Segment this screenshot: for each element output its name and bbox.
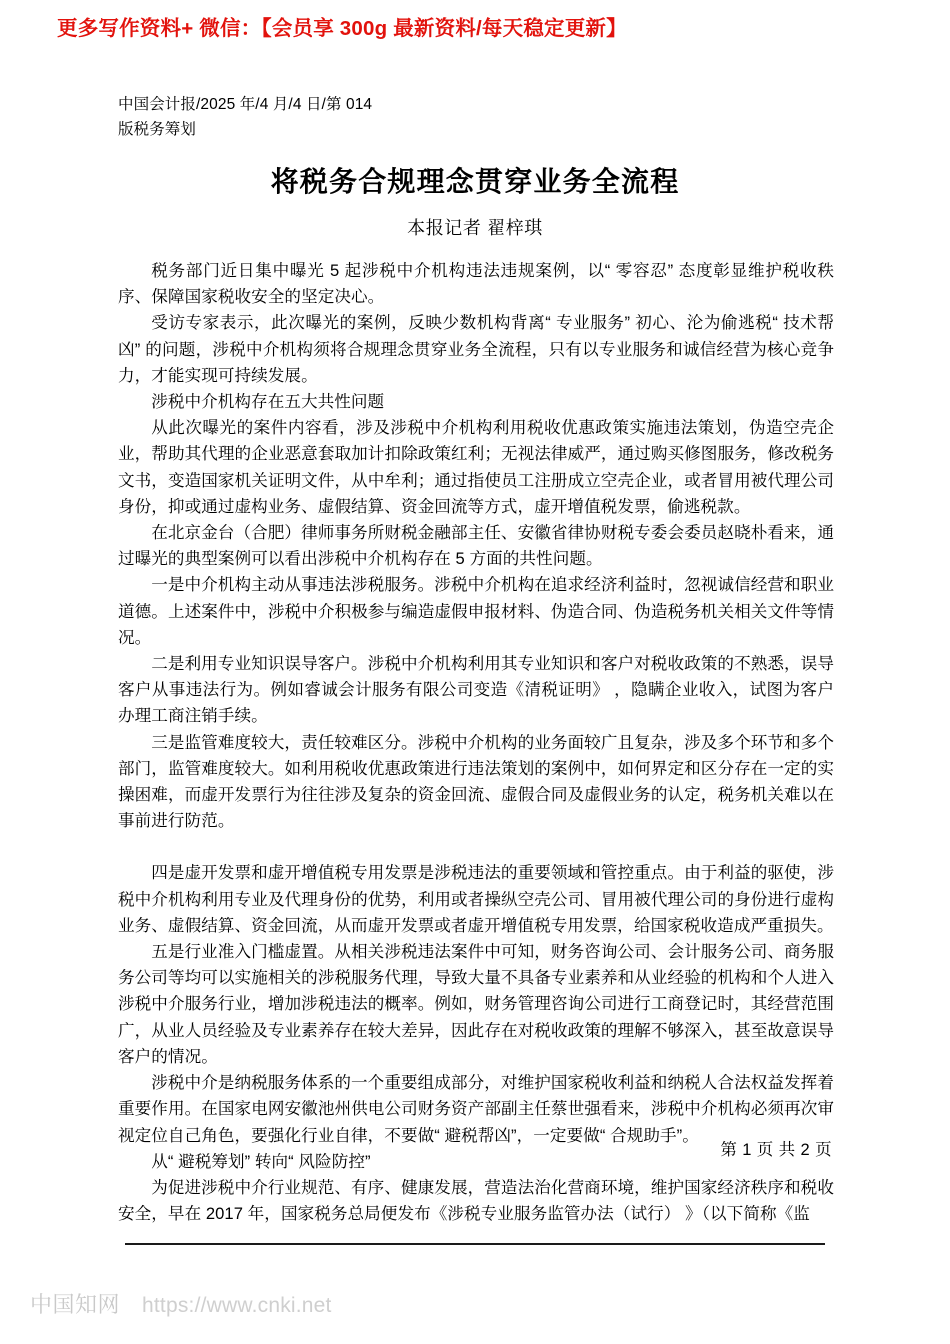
article-subheading: 从“ 避税筹划” 转向“ 风险防控” (151, 1151, 371, 1171)
article-paragraph: 受访专家表示，此次曝光的案例，反映少数机构背离“ 专业服务” 初心、沦为偷逃税“ 技术帮凶” 的问题，涉税中介机构须将合规理念贯穿业务全流程，只有以专业服务和诚信经营为核心竞争力，才能实现可持续发展。 (118, 313, 834, 385)
article-byline: 本报记者 翟梓琪 (407, 218, 543, 238)
article-headline: 将税务合规理念贯穿业务全流程 (270, 166, 680, 197)
masthead-line-1: 中国会计报/2025 年/4 月/4 日/第 014 (118, 96, 373, 113)
article-paragraph: 涉税中介是纳税服务体系的一个重要组成部分，对维护国家税收利益和纳税人合法权益发挥着重要作用。在国家电网安徽池州供电公司财务资产部副主任蔡世强看来，涉税中介机构必须再次审视定位自己角色，要强化行业自律，不要做“ 避税帮凶”，一定要做“ 合规助手”。 (118, 1073, 834, 1145)
article-paragraph: 五是行业准入门槛虚置。从相关涉税违法案件中可知，财务咨询公司、会计服务公司、商务服务公司等均可以实施相关的涉税服务代理，导致大量不具备专业素养和从业经验的机构和个人进入涉税中介服务行业，增加涉税违法的概率。例如，财务管理咨询公司进行工商登记时，其经营范围广，从业人员经验及专业素养存在较大差异，因此存在对税收政策的理解不够深入，甚至故意误导客户的情况。 (118, 942, 834, 1066)
article-paragraph: 二是利用专业知识误导客户。涉税中介机构利用其专业知识和客户对税收政策的不熟悉，误导客户从事违法行为。例如睿诚会计服务有限公司变造《清税证明》 ，隐瞒企业收入，试图为客户办理工商注销手续。 (118, 654, 834, 726)
cnki-watermark-url: https://www.cnki.net (142, 1294, 332, 1317)
article-paragraph: 三是监管难度较大，责任较难区分。涉税中介机构的业务面较广且复杂，涉及多个环节和多个部门，监管难度较大。如利用税收优惠政策进行违法策划的案例中，如何界定和区分存在一定的实操困难，而虚开发票行为往往涉及复杂的资金回流、虚假合同及虚假业务的认定，税务机关难以在事前进行防范。 (118, 732, 834, 831)
article-paragraph: 从此次曝光的案件内容看，涉及涉税中介机构利用税收优惠政策实施违法策划，伪造空壳企业，帮助其代理的企业恶意套取加计扣除政策红利；无视法律威严，通过购买修图服务，修改税务文书，变造国家机关证明文件，从中牟利；通过指使员工注册成立空壳企业，或者冒用被代理公司身份，抑或通过虚构业务、虚假结算、资金回流等方式，虚开增值税发票，偷逃税款。 (118, 418, 834, 516)
cnki-watermark (30, 1288, 332, 1319)
promo-banner: 更多写作资料+ 微信：【会员享 300g 最新资料/每天稳定更新】 (57, 17, 627, 40)
article-paragraph: 税务部门近日集中曝光 5 起涉税中介机构违法违规案例，以“ 零容忍” 态度彰显维护税收秩序、保障国家税收安全的坚定决心。 (118, 261, 834, 307)
article-paragraph: 为促进涉税中介行业规范、有序、健康发展，营造法治化营商环境，维护国家经济秩序和税收安全，早在 2017 年，国家税务总局便发布《涉税专业服务监管办法（试行） 》（以下简称《监 (118, 1177, 834, 1224)
cnki-watermark-name: 中国知网 (30, 1292, 121, 1317)
page-number: 第 1 页 共 2 页 (720, 1141, 832, 1159)
masthead (118, 92, 372, 142)
masthead-line-2: 版税务筹划 (118, 121, 197, 138)
article-paragraph: 四是虚开发票和虚开增值税专用发票是涉税违法的重要领域和管控重点。由于利益的驱使，涉税中介机构利用专业及代理身份的优势，利用或者操纵空壳公司、冒用被代理公司的身份进行虚构业务、虚假结算、资金回流，从而虚开发票或者虚开增值税专用发票，给国家税收造成严重损失。 (118, 863, 834, 935)
article-body (118, 258, 834, 1227)
article-paragraph: 一是中介机构主动从事违法涉税服务。涉税中介机构在追求经济利益时，忽视诚信经营和职业道德。上述案件中，涉税中介积极参与编造虚假申报材料、伪造合同、伪造税务机关相关文件等情况。 (118, 575, 834, 647)
article-paragraph: 在北京金台（合肥）律师事务所财税金融部主任、安徽省律协财税专委会委员赵晓朴看来，通过曝光的典型案例可以看出涉税中介机构存在 5 方面的共性问题。 (118, 523, 834, 569)
article-subheading: 涉税中介机构存在五大共性问题 (151, 392, 385, 412)
footer-divider (125, 1243, 825, 1245)
